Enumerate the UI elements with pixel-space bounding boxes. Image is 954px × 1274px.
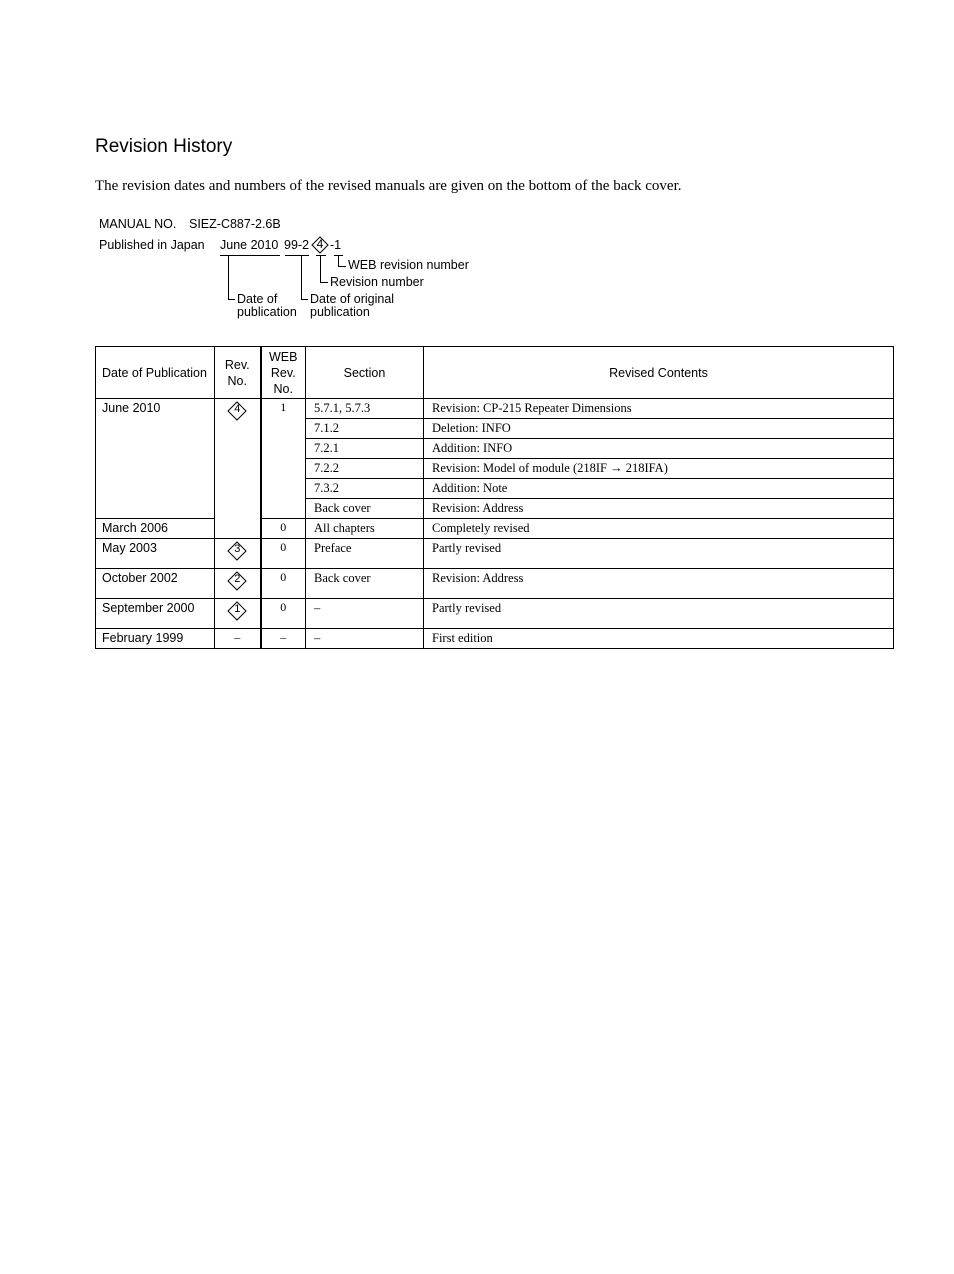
header-contents: Revised Contents <box>424 347 894 399</box>
header-section: Section <box>306 347 424 399</box>
cell-contents: First edition <box>424 629 894 649</box>
cell-section: Preface <box>306 539 424 569</box>
rev-diamond-icon: 3 <box>227 541 247 561</box>
cell-section: Back cover <box>306 499 424 519</box>
table-row <box>96 539 894 569</box>
page-title: Revision History <box>95 136 233 157</box>
pub-date-code: June 2010 <box>220 238 279 252</box>
leader-orig-h <box>301 299 308 300</box>
cell-web-rev: 0 <box>261 539 306 569</box>
rev-diamond-icon <box>311 236 329 254</box>
cell-contents: Deletion: INFO <box>424 419 894 439</box>
legend-orig-2: publication <box>310 305 370 319</box>
cell-section: – <box>306 629 424 649</box>
manual-no-label: MANUAL NO. <box>99 217 177 231</box>
table-row <box>96 599 894 629</box>
legend-orig-1: Date of original <box>310 292 395 306</box>
cell-date: March 2006 <box>96 519 215 539</box>
cell-rev <box>215 599 261 629</box>
cell-section: 7.2.1 <box>306 439 424 459</box>
cell-rev <box>215 539 261 569</box>
rev-code: 4 <box>316 237 324 251</box>
cell-contents: Completely revised <box>424 519 894 539</box>
revision-table <box>95 346 894 649</box>
web-rev-code: -1 <box>330 238 342 252</box>
cell-section: 5.7.1, 5.7.3 <box>306 399 424 419</box>
header-date: Date of Publication <box>96 347 215 399</box>
orig-date-code: 99-2 <box>284 238 310 252</box>
cell-contents: Revision: CP-215 Repeater Dimensions <box>424 399 894 419</box>
cell-contents: Partly revised <box>424 599 894 629</box>
cell-date: May 2003 <box>96 539 215 569</box>
cell-section: All chapters <box>306 519 424 539</box>
legend-web: WEB revision number <box>348 258 469 272</box>
cell-rev <box>215 399 261 539</box>
rev-diamond-icon: 4 <box>227 401 247 421</box>
leader-pub-v <box>228 256 229 300</box>
cell-rev: – <box>215 629 261 649</box>
legend-pub-1: Date of <box>237 292 278 306</box>
rev-diamond-icon: 2 <box>227 571 247 591</box>
cell-web-rev: 1 <box>261 399 306 519</box>
header-rev: Rev. No. <box>215 347 261 399</box>
published-label: Published in Japan <box>99 238 205 252</box>
cell-contents: Addition: INFO <box>424 439 894 459</box>
cell-contents: Revision: Address <box>424 499 894 519</box>
cell-date: June 2010 <box>96 399 215 519</box>
cell-section: 7.1.2 <box>306 419 424 439</box>
table-row <box>96 399 894 419</box>
cell-contents: Partly revised <box>424 539 894 569</box>
leader-web-h <box>338 266 346 267</box>
underline-pub <box>220 255 280 256</box>
cell-web-rev: 0 <box>261 599 306 629</box>
legend-pub-2: publication <box>237 305 297 319</box>
cell-web-rev: 0 <box>261 519 306 539</box>
table-row <box>96 629 894 649</box>
cell-web-rev: – <box>261 629 306 649</box>
rev-diamond-icon: 1 <box>227 601 247 621</box>
table-row <box>96 569 894 599</box>
cell-contents: Addition: Note <box>424 479 894 499</box>
leader-rev-h <box>320 282 328 283</box>
cell-date: September 2000 <box>96 599 215 629</box>
cell-contents: Revision: Address <box>424 569 894 599</box>
leader-pub-h <box>228 299 235 300</box>
underline-orig <box>285 255 309 256</box>
manual-no-value: SIEZ-C887-2.6B <box>189 217 281 231</box>
cell-section: Back cover <box>306 569 424 599</box>
cell-section: 7.3.2 <box>306 479 424 499</box>
cell-section: – <box>306 599 424 629</box>
cell-date: February 1999 <box>96 629 215 649</box>
cell-rev <box>215 569 261 599</box>
cell-web-rev: 0 <box>261 569 306 599</box>
legend-rev: Revision number <box>330 275 424 289</box>
leader-orig-v <box>301 256 302 300</box>
underline-rev <box>316 255 326 256</box>
table-header-row <box>96 347 894 399</box>
cell-date: October 2002 <box>96 569 215 599</box>
leader-rev-v <box>320 256 321 283</box>
header-web-rev: WEB Rev. No. <box>261 347 306 399</box>
cell-section: 7.2.2 <box>306 459 424 479</box>
cell-contents: Revision: Model of module (218IF → 218IFA) <box>424 459 894 479</box>
intro-text: The revision dates and numbers of the revised manuals are given on the bottom of the back cover. <box>95 178 682 194</box>
